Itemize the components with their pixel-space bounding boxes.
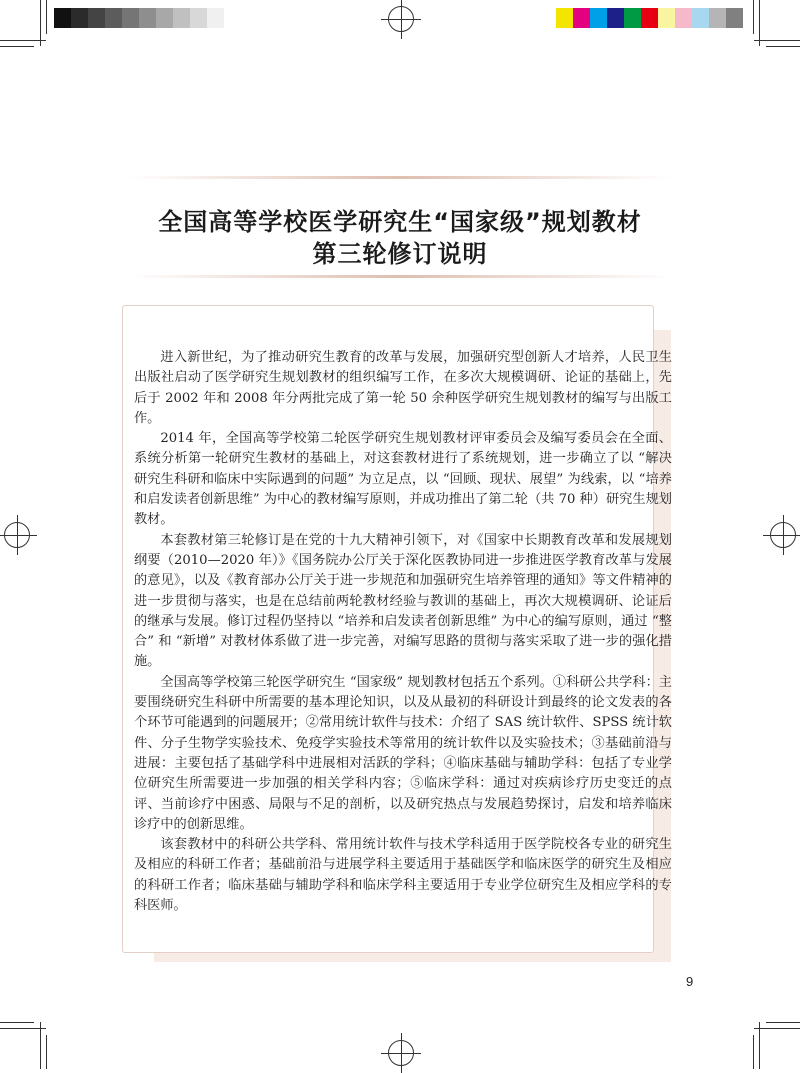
crop-mark (0, 46, 34, 47)
registration-mark-top (388, 6, 414, 32)
gray-swatch (122, 8, 139, 28)
paragraph-1: 进入新世纪，为了推动研究生教育的改革与发展，加强研究型创新人才培养，人民卫生出版社启动了医学研究生规划教材的组织编写工作，在多次大规模调研、论证的基础上，先后于 2002 年和 2008 年分两批完成了第一轮 50 余种医学研究生规划教材的编写与出版工作。 (134, 350, 672, 426)
crop-mark (753, 0, 754, 34)
gray-swatch (88, 8, 105, 28)
color-swatch (607, 8, 624, 28)
crop-mark (759, 0, 760, 46)
color-swatch (675, 8, 692, 28)
crop-mark (759, 1022, 760, 1069)
registration-mark-right (770, 522, 796, 548)
registration-mark-bottom (388, 1040, 414, 1066)
color-swatch (624, 8, 641, 28)
gray-swatch (173, 8, 190, 28)
crop-mark (40, 1022, 41, 1069)
color-swatch (658, 8, 675, 28)
color-swatch (573, 8, 590, 28)
crop-mark (754, 1028, 800, 1029)
crop-mark (40, 0, 41, 46)
crop-mark (754, 40, 800, 41)
color-swatch (692, 8, 709, 28)
gray-swatch (139, 8, 156, 28)
color-swatch (709, 8, 726, 28)
color-swatch (590, 8, 607, 28)
title-bottom-rule (128, 275, 672, 278)
color-calibration-bar (556, 8, 743, 28)
gray-swatch (54, 8, 71, 28)
gray-swatch (156, 8, 173, 28)
gray-swatch (71, 8, 88, 28)
page-title-line-1: 全国高等学校医学研究生“国家级”规划教材 (158, 208, 642, 236)
page-number: 9 (686, 974, 694, 989)
gray-swatch (224, 8, 241, 28)
title-top-rule (128, 176, 672, 179)
gray-swatch (190, 8, 207, 28)
page-title-line-2: 第三轮修订说明 (312, 240, 488, 268)
crop-mark (0, 1022, 34, 1023)
grayscale-calibration-bar (54, 8, 241, 28)
registration-mark-left (4, 522, 30, 548)
color-swatch (726, 8, 743, 28)
paragraph-2: 2014 年，全国高等学校第二轮医学研究生规划教材评审委员会及编写委员会在全面、系统分析第一轮研究生教材的基础上，对这套教材进行了系统规划，进一步确立了以 “解决研究生科研和临床中实际遇到的问题” 为立足点，以 “回顾、现状、展望” 为线索，以 “培养和启发读者创新思维” 为中心的教材编写原则，并成功推出了第二轮（共 70 种）研究生规划教材。 (134, 431, 672, 528)
crop-mark (766, 46, 800, 47)
crop-mark (46, 1035, 47, 1069)
color-swatch (641, 8, 658, 28)
color-swatch (556, 8, 573, 28)
preface-body (134, 348, 672, 916)
paragraph-3: 本套教材第三轮修订是在党的十九大精神引领下，对《国家中长期教育改革和发展规划纲要（2010—2020 年）》《国务院办公厅关于深化医教协同进一步推进医学教育改革与发展的意见》，以及《教育部办公厅关于进一步规范和加强研究生培养管理的通知》等文件精神的进一步贯彻与落实，也是在总结前两轮教材经验与教训的基础上，再次大规模调研、论证后的继承与发展。修订过程仍坚持以 “培养和启发读者创新思维” 为中心的编写原则，通过 “整合” 和 “新增” 对教材体系做了进一步完善，对编写思路的贯彻与落实采取了进一步的强化措施。 (134, 532, 672, 670)
paragraph-5: 该套教材中的科研公共学科、常用统计软件与技术学科适用于医学院校各专业的研究生及相应的科研工作者；基础前沿与进展学科主要适用于基础医学和临床医学的研究生及相应的科研工作者；临床基础与辅助学科和临床学科主要适用于专业学位研究生及相应学科的专科医师。 (134, 837, 672, 914)
crop-mark (753, 1035, 754, 1069)
gray-swatch (207, 8, 224, 28)
crop-mark (46, 0, 47, 34)
paragraph-4: 全国高等学校第三轮医学研究生 “国家级” 规划教材包括五个系列。①科研公共学科：主要围绕研究生科研中所需要的基本理论知识，以及从最初的科研设计到最终的论文发表的各个环节可能遇到的问题展开；②常用统计软件与技术：介绍了 SAS 统计软件、SPSS 统计软件、分子生物学实验技术、免疫学实验技术等常用的统计软件以及实验技术；③基础前沿与进展：主要包括了基础学科中进展相对活跃的学科；④临床基础与辅助学科：包括了专业学位研究生所需要进一步加强的相关学科内容；⑤临床学科：通过对疾病诊疗历史变迁的点评、当前诊疗中困惑、局限与不足的剖析，以及研究热点与发展趋势探讨，启发和培养临床诊疗中的创新思维。 (134, 674, 672, 832)
crop-mark (766, 1022, 800, 1023)
gray-swatch (105, 8, 122, 28)
